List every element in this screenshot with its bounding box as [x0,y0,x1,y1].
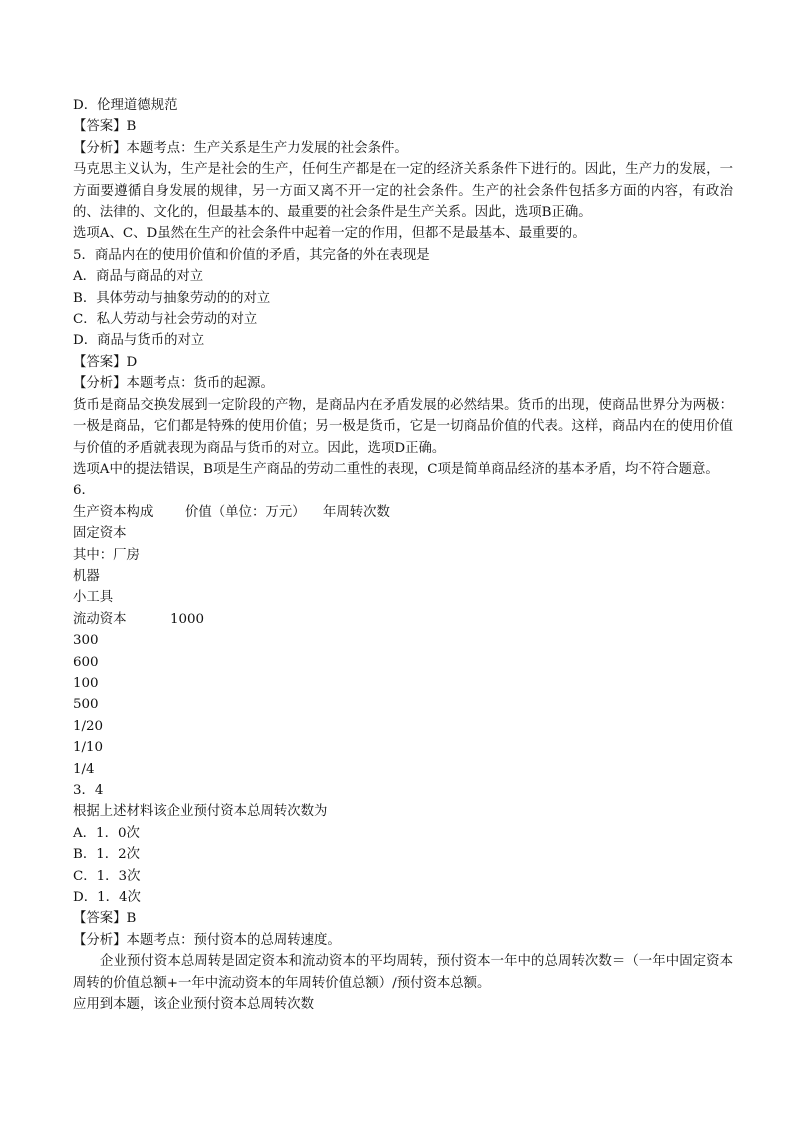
table-text-line: 机器 [73,568,100,584]
analysis-paragraph: 企业预付资本总周转是固定资本和流动资本的平均周转，预付资本一年中的总周转次数＝（一年中固定资本周转的价值总额+一年中流动资本的年周转价值总额）/预付资本总额。 [73,954,733,991]
question-5-stem: 5．商品内在的使用价值和价值的矛盾，其完备的外在表现是 [73,247,430,263]
table-text-line: 其中：厂房 [73,547,140,563]
table-value-line: 100 [73,675,99,691]
table-cell: 1000 [170,611,205,627]
table-value-line: 500 [73,697,99,713]
answer-line: 【答案】D [73,354,138,370]
question-5-option-c: C．私人劳动与社会劳动的对立 [73,312,258,328]
table-text-line [73,609,733,630]
table-text-line: 固定资本 [73,526,127,542]
question-6-number: 6． [73,483,95,499]
answer-line: 【答案】B [73,911,137,927]
document-body [73,95,733,1015]
question-5-option-d: D．商品与货币的对立 [73,333,205,349]
table-header-cell: 价值（单位：万元） [185,504,306,520]
analysis-paragraph: 选项A中的提法错误，B项是生产商品的劳动二重性的表现，C项是简单商品经济的基本矛盾，均不符合题意。 [73,461,719,477]
table-text-line: 小工具 [73,590,114,606]
analysis-line: 【分析】本题考点：货币的起源。 [73,376,274,392]
table-value-line: 1/20 [73,718,104,734]
text-line: 选项A、C、D虽然在生产的社会条件中起着一定的作用，但都不是最基本、最重要的。 [73,226,586,242]
question-5-option-b: B．具体劳动与抽象劳动的的对立 [73,290,271,306]
analysis-line: 【分析】本题考点：预付资本的总周转速度。 [73,932,341,948]
table-value-line: 3．4 [73,783,104,798]
table-value-line: 300 [73,633,99,649]
question-5-option-a: A．商品与商品的对立 [73,269,204,285]
question-6-option-d: D．1．4次 [73,890,141,906]
table-value-line: 1/10 [73,740,104,756]
question-6-stem: 根据上述材料该企业预付资本总周转次数为 [73,804,328,820]
table-cell: 流动资本 [73,611,127,627]
text-line: 应用到本题，该企业预付资本总周转次数 [73,997,315,1013]
analysis-line: 【分析】本题考点：生产关系是生产力发展的社会条件。 [73,140,408,156]
table-value-line: 1/4 [73,761,95,777]
table-header-row [73,502,733,523]
question-6-option-b: B．1．2次 [73,847,141,863]
table-header-cell: 年周转次数 [323,504,390,520]
option-d-line: D．伦理道德规范 [73,98,178,113]
analysis-paragraph: 马克思主义认为，生产是社会的生产，任何生产都是在一定的经济关系条件下进行的。因此，生产力的发展，一方面要遵循自身发展的规律，另一方面又离不开一定的社会条件。生产的社会条件包括多方面的内容，有政治的、法律的、文化的，但最基本的、最重要的社会条件是生产关系。因此，选项B正确。 [73,162,733,221]
question-6-option-c: C．1．3次 [73,868,141,884]
analysis-paragraph: 货币是商品交换发展到一定阶段的产物，是商品内在矛盾发展的必然结果。货币的出现，使商品世界分为两极：一极是商品，它们都是特殊的使用价值；另一极是货币，它是一切商品价值的代表。这样，商品内在的使用价值与价值的矛盾就表现为商品与货币的对立。因此，选项D正确。 [73,397,733,456]
table-value-line: 600 [73,654,99,670]
table-header-cell: 生产资本构成 [73,504,154,520]
answer-line: 【答案】B [73,119,137,135]
question-6-option-a: A．1．0次 [73,825,140,841]
